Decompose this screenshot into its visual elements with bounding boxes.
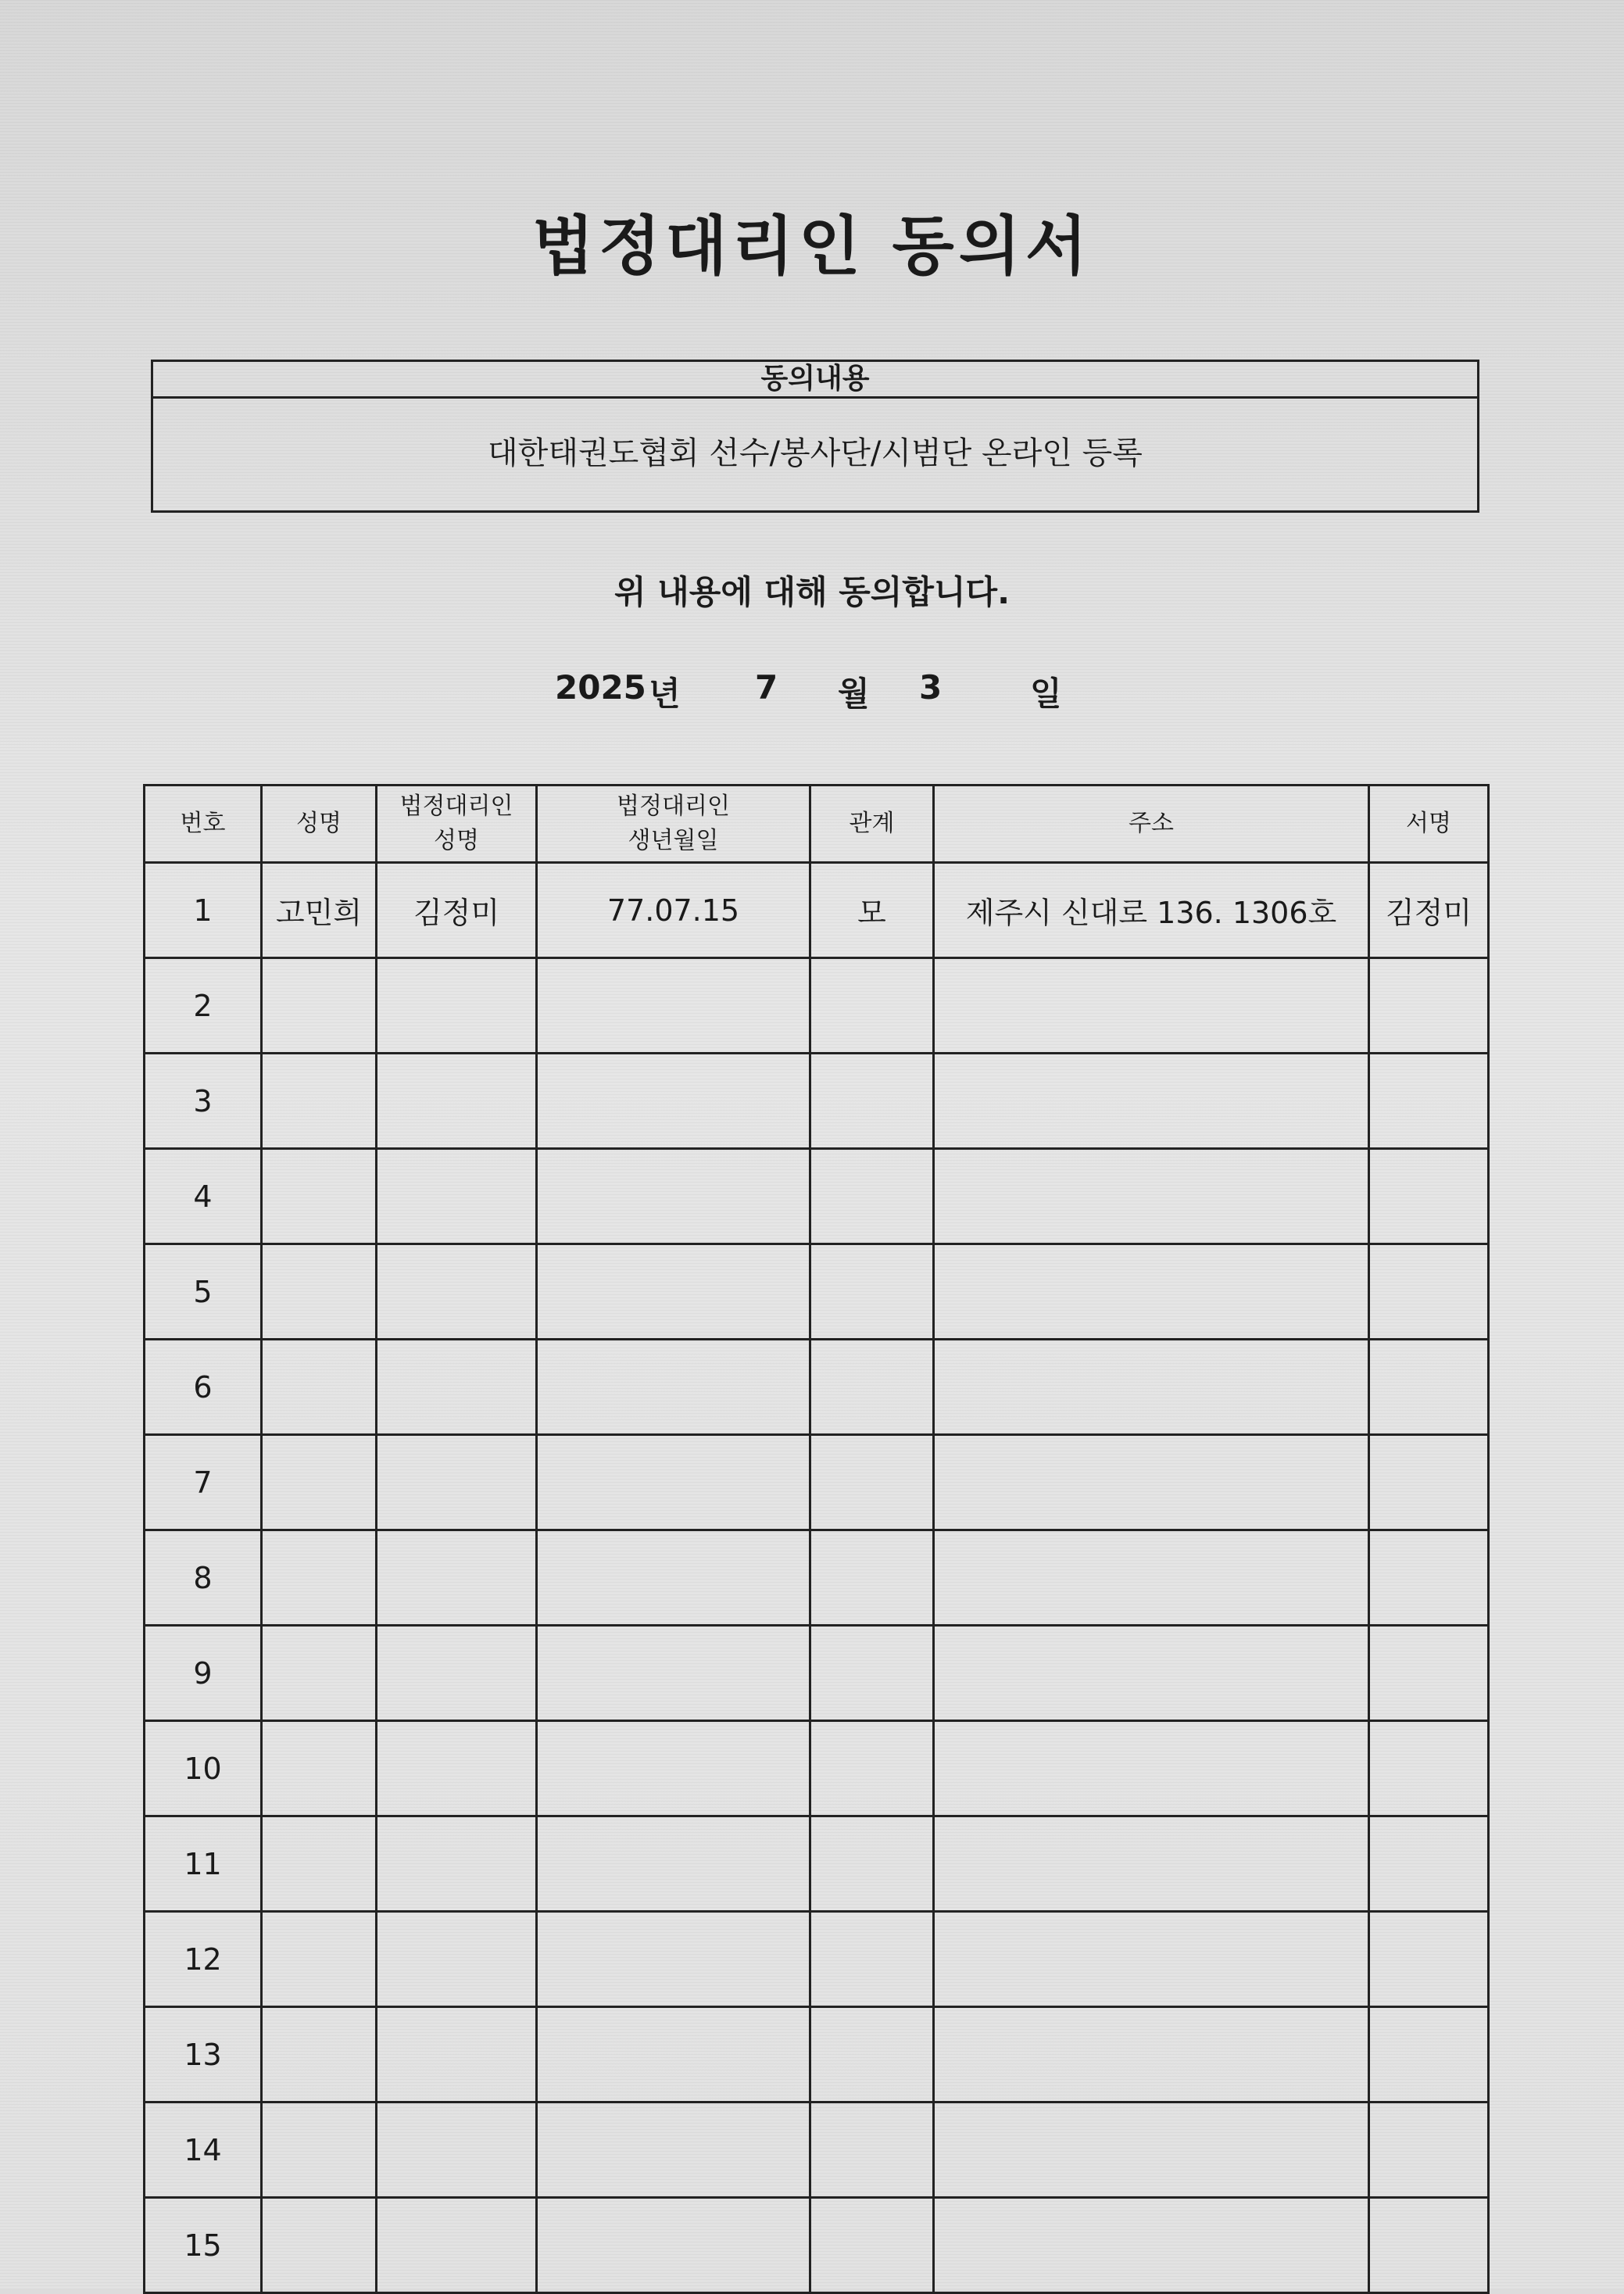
row-relation [810, 2198, 934, 2293]
header-guardian-birth [537, 786, 810, 863]
row-name [262, 1054, 377, 1149]
row-number: 1 [145, 863, 262, 958]
row-signature [1369, 958, 1489, 1054]
row-relation [810, 1816, 934, 1912]
row-signature [1369, 2198, 1489, 2293]
row-number: 11 [145, 1816, 262, 1912]
row-address [934, 2103, 1369, 2198]
row-address [934, 2007, 1369, 2103]
row-number: 10 [145, 1721, 262, 1816]
row-address [934, 1435, 1369, 1530]
row-guardian-birth [537, 1721, 810, 1816]
row-relation [810, 1912, 934, 2007]
row-number: 8 [145, 1530, 262, 1626]
row-address [934, 1340, 1369, 1435]
header-guardian-birth-line2: 생년월일 [628, 827, 719, 854]
row-address [934, 1149, 1369, 1244]
row-relation [810, 958, 934, 1054]
row-signature [1369, 1340, 1489, 1435]
registration-table [143, 784, 1490, 2294]
row-guardian-name [377, 1530, 537, 1626]
row-address [934, 1816, 1369, 1912]
row-guardian-birth [537, 1435, 810, 1530]
row-guardian-name [377, 1244, 537, 1340]
row-relation [810, 2103, 934, 2198]
row-name [262, 1912, 377, 2007]
row-guardian-birth [537, 958, 810, 1054]
row-signature [1369, 1435, 1489, 1530]
document-title: 법정대리인 동의서 [531, 209, 1093, 284]
table-row [145, 1626, 1489, 1721]
row-address [934, 2198, 1369, 2293]
row-name [262, 2198, 377, 2293]
row-guardian-birth [537, 2103, 810, 2198]
row-relation [810, 1626, 934, 1721]
row-relation [810, 1721, 934, 1816]
row-signature [1369, 2007, 1489, 2103]
row-number: 5 [145, 1244, 262, 1340]
row-guardian-birth [537, 1530, 810, 1626]
header-guardian-name [377, 786, 537, 863]
row-name [262, 1244, 377, 1340]
table-row [145, 1244, 1489, 1340]
row-guardian-name [377, 958, 537, 1054]
header-signature: 서명 [1369, 786, 1489, 863]
row-number: 7 [145, 1435, 262, 1530]
row-address [934, 1721, 1369, 1816]
row-name [262, 958, 377, 1054]
row-relation: 모 [810, 863, 934, 958]
row-name [262, 2103, 377, 2198]
row-name [262, 2007, 377, 2103]
table-row [145, 2103, 1489, 2198]
row-name [262, 1435, 377, 1530]
row-address [934, 1244, 1369, 1340]
row-guardian-name [377, 1721, 537, 1816]
header-guardian-name-line1: 법정대리인 [399, 793, 513, 820]
header-guardian-birth-line1: 법정대리인 [617, 793, 730, 820]
row-name: 고민희 [262, 863, 377, 958]
table-row [145, 1435, 1489, 1530]
row-address [934, 1912, 1369, 2007]
row-signature [1369, 1244, 1489, 1340]
row-guardian-birth [537, 1816, 810, 1912]
row-number: 6 [145, 1340, 262, 1435]
row-relation [810, 1340, 934, 1435]
row-guardian-birth [537, 1149, 810, 1244]
row-signature [1369, 1721, 1489, 1816]
table-header-row [145, 786, 1489, 863]
row-signature [1369, 1530, 1489, 1626]
date-day-label: 일 [1030, 675, 1062, 713]
row-guardian-name [377, 1626, 537, 1721]
row-number: 3 [145, 1054, 262, 1149]
row-name [262, 1149, 377, 1244]
header-relation: 관계 [810, 786, 934, 863]
row-signature [1369, 1054, 1489, 1149]
date-month: 7 [755, 668, 778, 707]
row-guardian-birth [537, 1054, 810, 1149]
row-name [262, 1626, 377, 1721]
row-address [934, 958, 1369, 1054]
header-number: 번호 [145, 786, 262, 863]
row-number: 2 [145, 958, 262, 1054]
row-signature [1369, 1626, 1489, 1721]
row-signature [1369, 1912, 1489, 2007]
row-guardian-name [377, 2198, 537, 2293]
row-signature [1369, 2103, 1489, 2198]
row-guardian-name [377, 2007, 537, 2103]
row-relation [810, 1244, 934, 1340]
row-guardian-name [377, 1816, 537, 1912]
table-row [145, 2198, 1489, 2293]
row-number: 15 [145, 2198, 262, 2293]
consent-header: 동의내용 [153, 362, 1477, 399]
row-guardian-name [377, 1912, 537, 2007]
row-relation [810, 2007, 934, 2103]
row-guardian-birth [537, 1626, 810, 1721]
table-row [145, 1340, 1489, 1435]
row-guardian-name [377, 1435, 537, 1530]
row-number: 9 [145, 1626, 262, 1721]
row-relation [810, 1054, 934, 1149]
table-row [145, 2007, 1489, 2103]
header-name: 성명 [262, 786, 377, 863]
row-guardian-birth [537, 1912, 810, 2007]
row-guardian-birth [537, 2198, 810, 2293]
table-row [145, 1530, 1489, 1626]
consent-box [151, 360, 1479, 513]
row-guardian-birth: 77.07.15 [537, 863, 810, 958]
row-guardian-name [377, 2103, 537, 2198]
row-signature [1369, 1816, 1489, 1912]
row-number: 4 [145, 1149, 262, 1244]
row-address [934, 1530, 1369, 1626]
row-signature [1369, 1149, 1489, 1244]
row-signature: 김정미 [1369, 863, 1489, 958]
row-relation [810, 1149, 934, 1244]
table-row [145, 863, 1489, 958]
agree-statement: 위 내용에 대해 동의합니다. [613, 573, 1011, 611]
header-address: 주소 [934, 786, 1369, 863]
row-name [262, 1530, 377, 1626]
date-year: 2025 [555, 668, 646, 707]
table-row [145, 1149, 1489, 1244]
row-name [262, 1340, 377, 1435]
table-row [145, 1721, 1489, 1816]
row-guardian-birth [537, 1244, 810, 1340]
table-row [145, 1912, 1489, 2007]
table-row [145, 958, 1489, 1054]
row-address [934, 1054, 1369, 1149]
row-name [262, 1721, 377, 1816]
row-guardian-name [377, 1149, 537, 1244]
row-guardian-name: 김정미 [377, 863, 537, 958]
row-relation [810, 1530, 934, 1626]
row-number: 12 [145, 1912, 262, 2007]
consent-body: 대한태권도협회 선수/봉사단/시범단 온라인 등록 [488, 435, 1143, 471]
date-year-label: 년 [649, 675, 681, 713]
row-address [934, 1626, 1369, 1721]
row-name [262, 1816, 377, 1912]
row-guardian-name [377, 1054, 537, 1149]
header-guardian-name-line2: 성명 [434, 827, 479, 854]
row-guardian-birth [537, 2007, 810, 2103]
row-guardian-birth [537, 1340, 810, 1435]
row-relation [810, 1435, 934, 1530]
date-day: 3 [919, 668, 943, 707]
row-address: 제주시 신대로 136. 1306호 [934, 863, 1369, 958]
table-row [145, 1816, 1489, 1912]
row-number: 14 [145, 2103, 262, 2198]
date-month-label: 월 [838, 675, 870, 713]
row-number: 13 [145, 2007, 262, 2103]
table-row [145, 1054, 1489, 1149]
row-guardian-name [377, 1340, 537, 1435]
